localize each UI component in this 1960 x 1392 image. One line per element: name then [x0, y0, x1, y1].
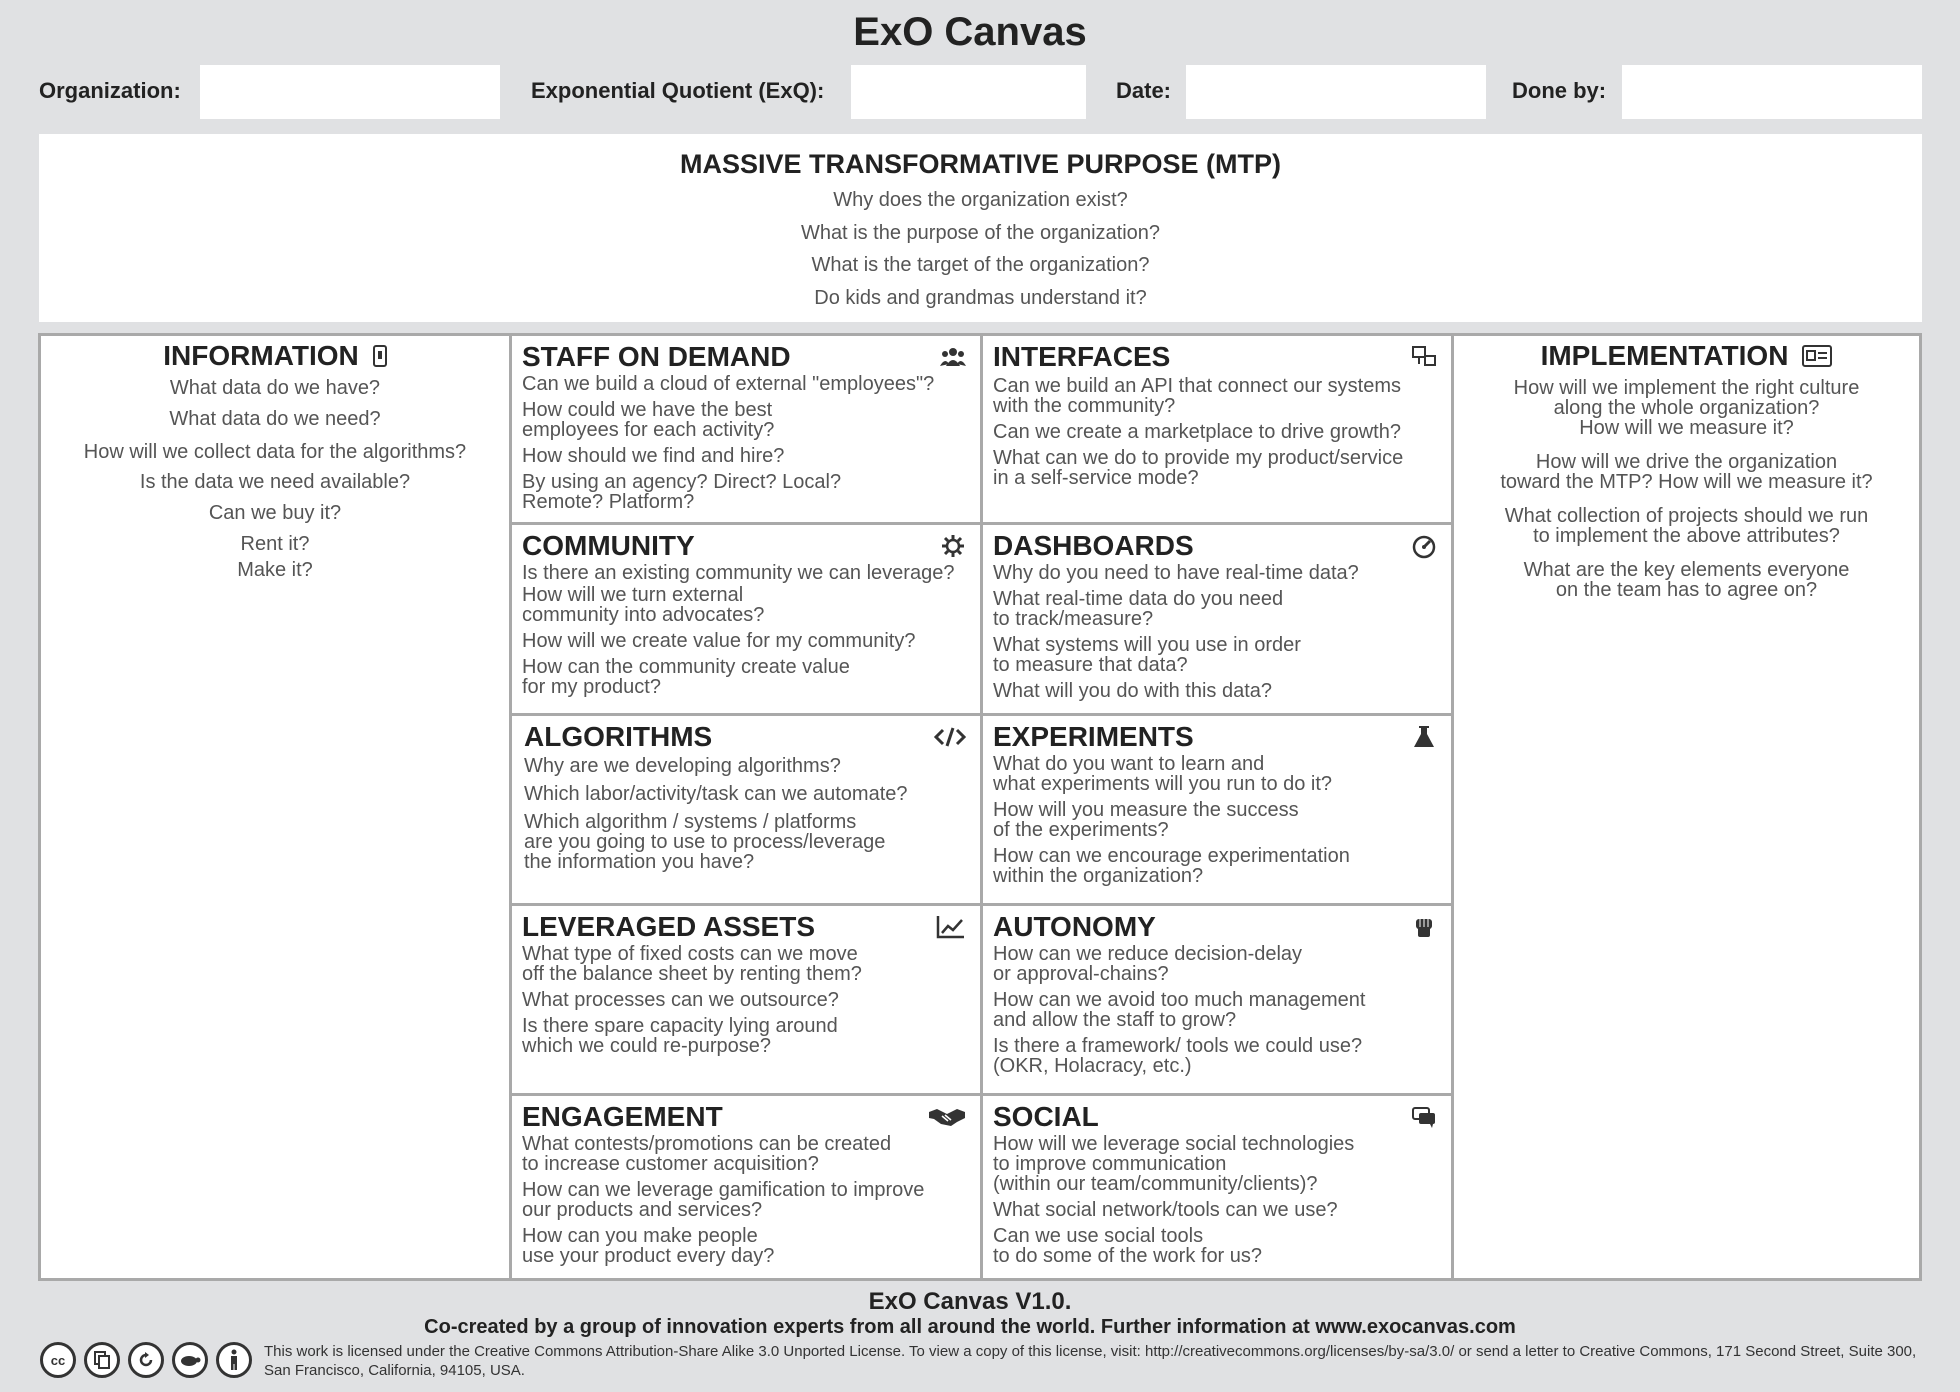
algorithms-section[interactable]: [512, 716, 980, 903]
doneby-field[interactable]: [1622, 65, 1922, 119]
social-question: What social network/tools can we use?: [993, 1199, 1338, 1221]
information-title: [41, 340, 509, 374]
gauge-icon: [1411, 533, 1437, 559]
mtp-section[interactable]: [39, 134, 1922, 322]
dashboards-question: What systems will you use in order to measure that data?: [993, 634, 1301, 676]
window-icon: [1802, 342, 1832, 374]
algorithms-question: Which algorithm / systems / platforms are you going to use to process/leverage the information you have?: [524, 811, 886, 873]
algorithms-question: Which labor/activity/task can we automate?: [524, 783, 908, 805]
autonomy-section[interactable]: [983, 906, 1451, 1093]
sharealike-icon: [128, 1342, 164, 1378]
turtle-icon: [172, 1342, 208, 1378]
interfaces-title: INTERFACES: [993, 341, 1171, 372]
information-question: What data do we need?: [169, 407, 381, 430]
social-question: Can we use social tools to do some of the work for us?: [993, 1225, 1263, 1267]
engagement-question: What contests/promotions can be created to increase customer acquisition?: [522, 1133, 892, 1175]
community-question: How will we turn external community into advocates?: [522, 584, 765, 626]
social-question: How will we leverage social technologies to improve communication (within our team/community/clients)?: [993, 1133, 1355, 1195]
mobile-icon: [373, 342, 387, 374]
information-question: Rent it?: [240, 532, 310, 555]
canvas-title: ExO Canvas: [853, 10, 1087, 54]
dashboards-section[interactable]: [983, 525, 1451, 713]
canvas-version: ExO Canvas V1.0.: [868, 1288, 1072, 1315]
person-icon: [216, 1342, 252, 1378]
copy-icon: [84, 1342, 120, 1378]
dashboards-question: What will you do with this data?: [993, 680, 1273, 702]
people-icon: [940, 344, 966, 370]
engagement-question: How can you make people use your product every day?: [522, 1225, 775, 1267]
implementation-question: What are the key elements everyone on the team has to agree on?: [1523, 558, 1850, 601]
assets-question: Is there spare capacity lying around which we could re-purpose?: [522, 1015, 838, 1057]
information-question: Make it?: [237, 558, 313, 581]
information-section[interactable]: [41, 336, 509, 582]
implementation-question: What collection of projects should we run to implement the above attributes?: [1504, 504, 1869, 547]
assets-question: What type of fixed costs can we move off the balance sheet by renting them?: [522, 943, 862, 985]
cocreated-note: Co-created by a group of innovation experts from all around the world. Further information at www.exocanvas.com: [424, 1316, 1516, 1338]
community-question: Is there an existing community we can leverage?: [522, 562, 955, 584]
engagement-section[interactable]: [512, 1096, 980, 1278]
implementation-question: How will we drive the organization toward the MTP? How will we measure it?: [1500, 450, 1873, 493]
experiments-section[interactable]: [983, 716, 1451, 903]
experiments-question: How can we encourage experimentation within the organization?: [993, 845, 1350, 887]
information-question: What data do we have?: [169, 376, 381, 399]
algorithms-question: Why are we developing algorithms?: [524, 755, 841, 777]
dashboards-question: What real-time data do you need to track/measure?: [993, 588, 1284, 630]
experiments-question: What do you want to learn and what experiments will you run to do it?: [993, 753, 1333, 795]
engagement-title: ENGAGEMENT: [522, 1101, 723, 1132]
information-question: How will we collect data for the algorithms?: [83, 440, 467, 463]
exq-label: Exponential Quotient (ExQ):: [531, 78, 825, 103]
engagement-question: How can we leverage gamification to improve our products and services?: [522, 1179, 925, 1221]
fist-icon: [1411, 914, 1437, 940]
interfaces-question: Can we build an API that connect our systems with the community?: [993, 375, 1401, 417]
interfaces-question: What can we do to provide my product/service in a self-service mode?: [993, 447, 1404, 489]
dashboards-question: Why do you need to have real-time data?: [993, 562, 1359, 584]
staff-question: Can we build a cloud of external "employees"?: [522, 373, 935, 395]
staff-question: How should we find and hire?: [522, 445, 785, 467]
flask-icon: [1411, 724, 1437, 750]
dashboards-title: DASHBOARDS: [993, 530, 1194, 561]
implementation-question: How will we implement the right culture along the whole organization? How will we measure it?: [1513, 376, 1860, 439]
mtp-question: Why does the organization exist?: [833, 189, 1128, 211]
handshake-icon: [928, 1104, 966, 1130]
autonomy-title: AUTONOMY: [993, 911, 1156, 942]
autonomy-question: How can we avoid too much management and allow the staff to grow?: [993, 989, 1366, 1031]
organization-label: Organization:: [39, 78, 181, 103]
chat-icon: [1411, 1104, 1437, 1130]
exq-field[interactable]: [851, 65, 1086, 119]
autonomy-question: How can we reduce decision-delay or approval-chains?: [993, 943, 1303, 985]
mtp-question: What is the purpose of the organization?: [800, 221, 1161, 244]
date-field[interactable]: [1186, 65, 1486, 119]
staff-title: STAFF ON DEMAND: [522, 341, 791, 372]
information-question: Is the data we need available?: [139, 470, 411, 493]
community-question: How can the community create value for my product?: [522, 656, 850, 698]
mtp-question: What is the target of the organization?: [811, 254, 1150, 276]
staff-question: How could we have the best employees for each activity?: [522, 399, 775, 441]
community-title: COMMUNITY: [522, 530, 695, 561]
license-icons: [40, 1342, 252, 1378]
date-label: Date:: [1116, 78, 1172, 103]
mtp-question: Do kids and grandmas understand it?: [814, 286, 1147, 309]
interfaces-icon: [1411, 344, 1437, 370]
community-question: How will we create value for my community?: [522, 630, 916, 652]
experiments-question: How will you measure the success of the experiments?: [993, 799, 1299, 841]
information-question: Can we buy it?: [208, 501, 342, 524]
social-title: SOCIAL: [993, 1101, 1099, 1132]
staff-question: By using an agency? Direct? Local? Remote? Platform?: [522, 471, 842, 513]
organization-field[interactable]: [200, 65, 500, 119]
license-text: This work is licensed under the Creative Commons Attribution-Share Alike 3.0 Unported License. To view a copy of this license, visit: http://creativecommons.org/licenses/by-sa/3.0/ or send a letter to Creative Commons, 171 Second Street, Suite 300, San Francisco, California, 94105, USA.: [264, 1343, 1917, 1379]
implementation-title: [1454, 340, 1919, 374]
algorithms-title: ALGORITHMS: [524, 721, 713, 752]
interfaces-section[interactable]: [983, 336, 1451, 522]
assets-question: What processes can we outsource?: [522, 989, 839, 1011]
autonomy-question: Is there a framework/ tools we could use? (OKR, Holacracy, etc.): [993, 1035, 1363, 1077]
information-title-text: INFORMATION: [163, 340, 359, 371]
mtp-title: MASSIVE TRANSFORMATIVE PURPOSE (MTP): [679, 149, 1282, 179]
experiments-title: EXPERIMENTS: [993, 721, 1194, 752]
chart-line-icon: [936, 914, 966, 940]
community-section[interactable]: [512, 525, 980, 713]
doneby-label: Done by:: [1512, 78, 1607, 103]
gear-icon: [940, 533, 966, 559]
implementation-section[interactable]: [1454, 336, 1919, 600]
implementation-title-text: IMPLEMENTATION: [1540, 340, 1789, 371]
social-section[interactable]: [983, 1096, 1451, 1278]
assets-title: LEVERAGED ASSETS: [522, 911, 816, 942]
staff-on-demand-section[interactable]: [512, 336, 980, 522]
interfaces-question: Can we create a marketplace to drive growth?: [993, 421, 1401, 443]
canvas-grid: [38, 333, 1922, 1281]
code-icon: [934, 724, 966, 750]
leveraged-assets-section[interactable]: [512, 906, 980, 1093]
cc-icon: cc: [40, 1342, 76, 1378]
